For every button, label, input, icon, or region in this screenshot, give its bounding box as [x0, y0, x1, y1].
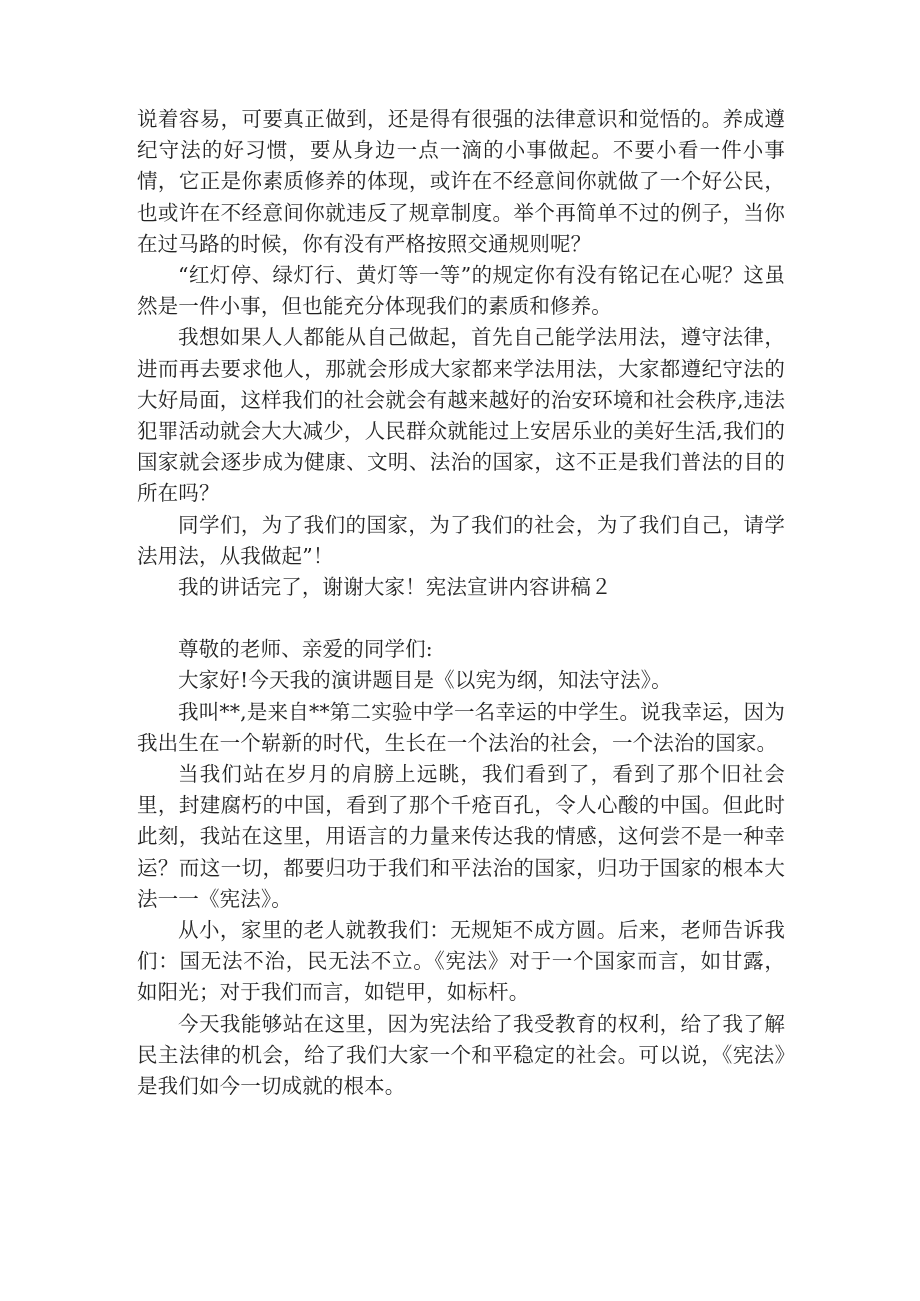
paragraph-5-section-title: 我的讲话完了，谢谢大家！宪法宣讲内容讲稿２: [178, 575, 612, 600]
greeting-paragraph: 大家好!今天我的演讲题目是《以宪为纲，知法守法》。: [178, 668, 672, 693]
section-spacer: [137, 603, 785, 634]
paragraph-conclusion: 今天我能够站在这里，因为宪法给了我受教育的权利，给了我了解民主法律的机会，给了我们大家一个和平稳定的社会。可以说，《宪法》是我们如今一切成就的根本。: [137, 1011, 785, 1099]
salutation: 尊敬的老师、亲爱的同学们:: [178, 637, 433, 662]
paragraph-rules: 从小，家里的老人就教我们：无规矩不成方圆。后来，老师告诉我们：国无法不治，民无法不立。《宪法》对于一个国家而言，如甘露，如阳光；对于我们而言，如铠甲，如标杆。: [137, 918, 785, 1005]
paragraph-1: 说着容易，可要真正做到，还是得有很强的法律意识和觉悟的。养成遵纪守法的好习惯，要从身边一点一滴的小事做起。不要小看一件小事情，它正是你素质修养的体现，或许在不经意间你就做了一个好公民，也或许在不经意间你就违反了规章制度。举个再简单不过的例子，当你在过马路的时候，你有没有严格按照交通规则呢？: [137, 107, 785, 256]
document-body: [137, 104, 785, 1102]
paragraph-3: 我想如果人人都能从自己做起，首先自己能学法用法，遵守法律，进而再去要求他人，那就会形成大家都来学法用法，大家都遵纪守法的大好局面，这样我们的社会就会有越来越好的治安环境和社会秩序,违法犯罪活动就会大大减少，人民群众就能过上安居乐业的美好生活,我们的国家就会逐步成为健康、文明、法治的国家，这不正是我们普法的目的所在吗？: [137, 325, 785, 506]
paragraph-intro: 我叫**,是来自**第二实验中学一名幸运的中学生。说我幸运，因为我出生在一个崭新的时代，生长在一个法治的社会，一个法治的国家。: [137, 699, 785, 755]
paragraph-2: “红灯停、绿灯行、黄灯等一等”的规定你有没有铭记在心呢？这虽然是一件小事，但也能充分体现我们的素质和修养。: [137, 263, 785, 319]
paragraph-history: 当我们站在岁月的肩膀上远眺，我们看到了，看到了那个旧社会里，封建腐朽的中国，看到了那个千疮百孔，令人心酸的中国。但此时此刻，我站在这里，用语言的力量来传达我的情感，这何尝不是一种幸运？而这一切，都要归功于我们和平法治的国家，归功于国家的根本大法一一《宪法》。: [137, 762, 785, 911]
paragraph-4: 同学们，为了我们的国家，为了我们的社会，为了我们自己，请学法用法，从我做起”！: [137, 512, 785, 568]
